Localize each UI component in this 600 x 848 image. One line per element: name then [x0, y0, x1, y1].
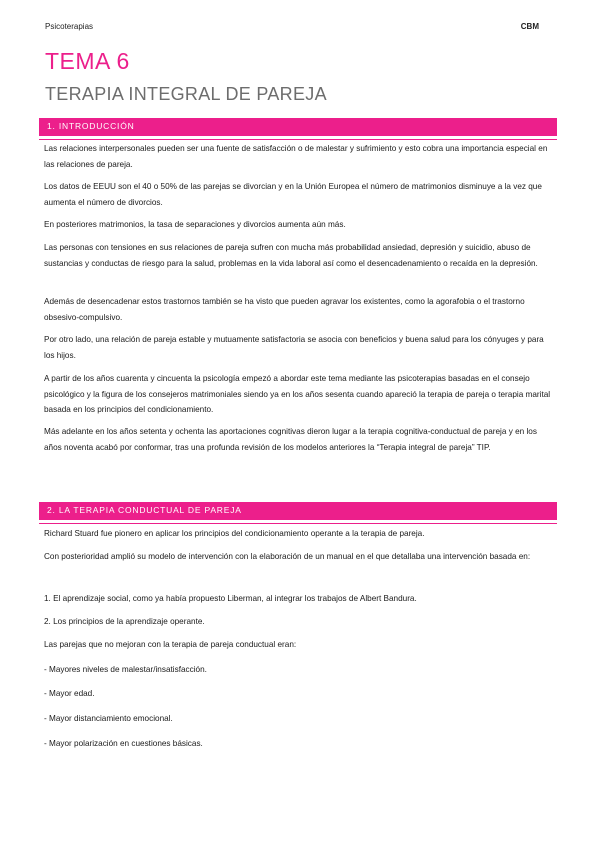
section-2-paragraph: Las parejas que no mejoran con la terapia de pareja conductual eran: [44, 640, 297, 649]
section-1-heading: 1. INTRODUCCIÓN [47, 121, 135, 131]
page-title: TEMA 6 [45, 48, 130, 74]
section-2-heading-bar [39, 502, 557, 520]
header-initials: CBM [520, 22, 539, 31]
section-2-list-item: 2. Los principios de la aprendizaje operante. [44, 617, 205, 626]
section-1-paragraph: En posteriores matrimonios, la tasa de separaciones y divorcios aumenta aún más. [44, 220, 346, 229]
page-subtitle: TERAPIA INTEGRAL DE PAREJA [45, 84, 327, 104]
section-1-paragraph: A partir de los años cuarenta y cincuenta la psicología empezó a abordar este tema mediante las psicoterapias basadas en el consejo psicológico y la figura de los consejeros matrimoniales siendo ya en los años sesenta cuando apareció la terapia de pareja o terapia marital basada en los principios del condicionamiento. [44, 374, 551, 414]
section-2-list-item: 1. El aprendizaje social, como ya había propuesto Liberman, al integrar los trabajos de Albert Bandura. [44, 594, 417, 603]
header-course: Psicoterapias [45, 22, 94, 31]
section-2-paragraph: Richard Stuard fue pionero en aplicar los principios del condicionamiento operante a la terapia de pareja. [44, 529, 425, 538]
section-1-paragraph: Más adelante en los años setenta y ochenta las aportaciones cognitivas dieron lugar a la terapia cognitiva-conductual de pareja y en los años noventa acabó por conformar, tras una profunda revisión de los modelos anteriores la “Terapia integral de pareja” TIP. [44, 427, 537, 452]
section-2-bullet: - Mayor edad. [44, 689, 95, 698]
section-2-paragraph: Con posterioridad amplió su modelo de intervención con la elaboración de un manual en el que detallaba una intervención basada en: [44, 552, 531, 561]
section-1-paragraph: Las relaciones interpersonales pueden ser una fuente de satisfacción o de malestar y sufrimiento y esto cobra una importancia especial en las relaciones de pareja. [44, 144, 548, 169]
section-1-heading-bar [39, 118, 557, 136]
section-2-bullet: - Mayores niveles de malestar/insatisfacción. [44, 665, 207, 674]
section-1-paragraph: Por otro lado, una relación de pareja estable y mutuamente satisfactoria se asocia con beneficios y buena salud para los cónyuges y para los hijos. [44, 335, 544, 360]
section-2-bullet: - Mayor distanciamiento emocional. [44, 714, 173, 723]
section-1-paragraph: Además de desencadenar estos trastornos también se ha visto que pueden agravar los existentes, como la agorafobia o el trastorno obsesivo-compulsivo. [44, 297, 525, 322]
section-2-divider [39, 523, 557, 524]
section-1-divider [39, 139, 557, 140]
section-2-bullet: - Mayor polarización en cuestiones básicas. [44, 739, 203, 748]
section-1-paragraph: Las personas con tensiones en sus relaciones de pareja sufren con mucha más probabilidad ansiedad, depresión y suicidio, abuso de sustancias y conductas de riesgo para la salud, problemas en la vida laboral así como el desencadenamiento o recaída en la depresión. [44, 243, 538, 268]
section-2-heading: 2. LA TERAPIA CONDUCTUAL DE PAREJA [47, 505, 242, 515]
section-1-paragraph: Los datos de EEUU son el 40 o 50% de las parejas se divorcian y en la Unión Europea el número de matrimonios disminuye a la vez que aumenta el número de divorcios. [44, 182, 542, 207]
